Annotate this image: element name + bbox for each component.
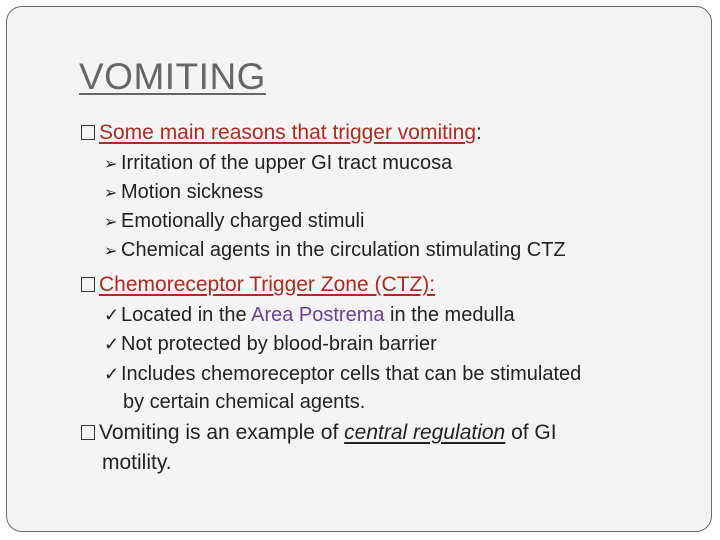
statement-text: Vomiting is an example of: [99, 421, 345, 444]
list-item-text: Motion sickness: [121, 181, 264, 203]
checkmark-icon: ✓: [104, 334, 120, 354]
heading-text: Some main reasons that trigger vomiting: [99, 121, 477, 144]
list-item: [104, 153, 452, 173]
list-item-text: in the medulla: [384, 304, 515, 326]
list-item-text: Chemical agents in the circulation stimulating CTZ: [121, 239, 566, 261]
list-item-text: Located in the: [121, 304, 252, 326]
section-statement: [81, 422, 557, 443]
arrow-bullet-icon: ➢: [104, 214, 118, 231]
section-heading-reasons: [81, 122, 482, 143]
central-regulation-emphasis: central regulation: [344, 421, 506, 444]
statement-continuation: motility.: [102, 451, 172, 474]
statement-text: of GI: [505, 421, 557, 444]
arrow-bullet-icon: ➢: [104, 156, 118, 173]
list-item: [104, 182, 263, 202]
arrow-bullet-icon: ➢: [104, 185, 118, 202]
heading-text: Chemoreceptor Trigger Zone (CTZ):: [99, 273, 436, 296]
area-postrema-highlight: Area Postrema: [251, 304, 385, 326]
list-item: [104, 211, 364, 231]
list-item-text: Not protected by blood-brain barrier: [121, 333, 437, 355]
checkmark-icon: ✓: [104, 364, 120, 384]
bullet-box-icon: [81, 277, 95, 292]
list-item-text: Emotionally charged stimuli: [121, 210, 365, 232]
list-item-continuation: by certain chemical agents.: [123, 391, 366, 413]
arrow-bullet-icon: ➢: [104, 243, 118, 260]
list-item: [104, 334, 437, 354]
list-item: [104, 240, 566, 260]
checkmark-icon: ✓: [104, 305, 120, 325]
heading-colon: :: [476, 121, 482, 144]
bullet-box-icon: [81, 125, 95, 140]
section-heading-ctz: [81, 274, 435, 295]
list-item: [104, 305, 515, 325]
list-item-text: Includes chemoreceptor cells that can be stimulated: [121, 363, 582, 385]
slide-title: VOMITING: [79, 56, 266, 97]
list-item-text: Irritation of the upper GI tract mucosa: [121, 152, 453, 174]
list-item: [104, 364, 581, 384]
bullet-box-icon: [81, 425, 95, 440]
